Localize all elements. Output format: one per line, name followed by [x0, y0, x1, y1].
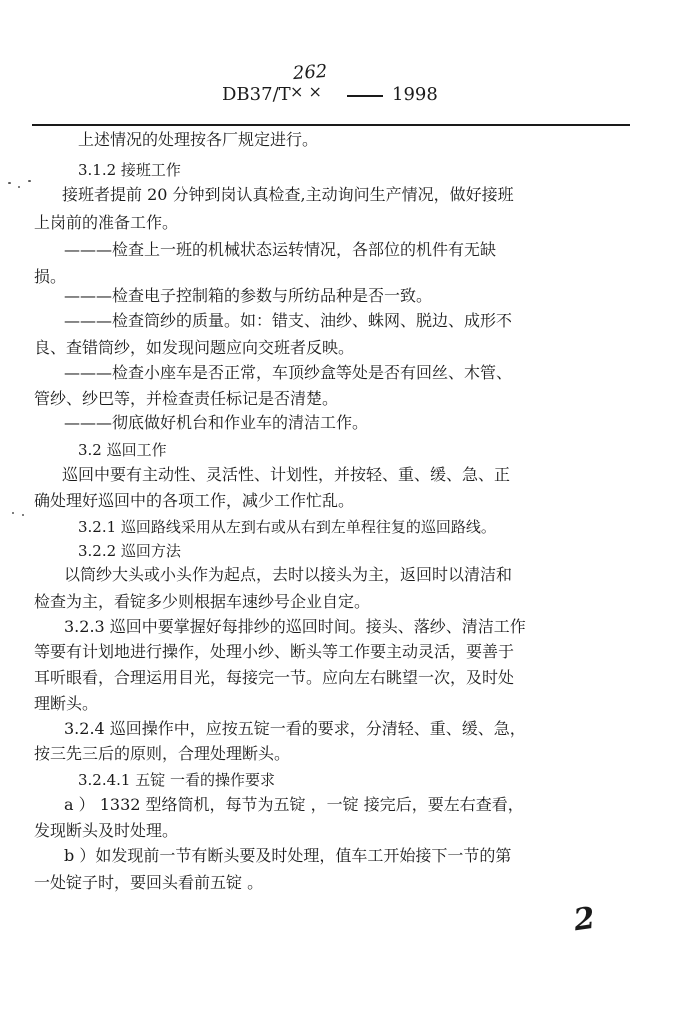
text-line: ———检查电子控制箱的参数与所纺品种是否一致。 [64, 286, 433, 305]
text-line: b ）如发现前一节有断头要及时处理，值车工开始接下一节的第 [64, 846, 512, 865]
section-heading: 3.2.2 巡回方法 [78, 542, 181, 560]
text-line: ———检查小座车是否正常，车顶纱盒等处是否有回丝、木管、 [64, 363, 513, 382]
text-line: 良、查错筒纱，如发现问题应向交班者反映。 [34, 338, 355, 357]
text-line: 检查为主，看锭多少则根据车速纱号企业自定。 [34, 592, 371, 611]
handwritten-page-mark: 2 [571, 900, 598, 939]
text-line: 发现断头及时处理。 [34, 821, 179, 840]
text-line: 按三先三后的原则，合理处理断头。 [34, 744, 291, 763]
scan-speck [12, 512, 14, 514]
scan-speck [28, 180, 31, 182]
text-line: 3.2.1 巡回路线采用从左到右或从右到左单程往复的巡回路线。 [78, 518, 496, 536]
text-line: 耳听眼看，合理运用目光，每接完一节。应向左右眺望一次，及时处 [34, 668, 515, 687]
section-heading: 3.2.4.1 五锭 一看的操作要求 [78, 771, 276, 789]
header-dash [347, 95, 383, 97]
standard-number-placeholder: × × [290, 82, 322, 101]
text-line: ———彻底做好机台和作业车的清洁工作。 [64, 413, 369, 432]
header-rule [32, 124, 630, 126]
scan-speck [18, 186, 20, 188]
text-line: 接班者提前 20 分钟到岗认真检查,主动询问生产情况，做好接班 [62, 185, 514, 204]
text-line: a ） 1332 型络筒机，每节为五锭 ，一锭 接完后，要左右查看， [64, 795, 524, 814]
text-line: ———检查筒纱的质量。如：错支、油纱、蛛网、脱边、成形不 [64, 311, 513, 330]
text-line: 3.2.3 巡回中要掌握好每排纱的巡回时间。接头、落纱、清洁工作 [64, 617, 526, 636]
page-header [0, 60, 681, 110]
text-line: 管纱、纱巴等，并检查责任标记是否清楚。 [34, 389, 339, 408]
text-line: 等要有计划地进行操作，处理小纱、断头等工作要主动灵活，要善于 [34, 642, 515, 661]
scan-speck [8, 182, 11, 184]
section-heading: 3.2 巡回工作 [78, 441, 167, 459]
text-line: ———检查上一班的机械状态运转情况，各部位的机件有无缺 [64, 240, 497, 259]
standard-code: DB37/T [222, 84, 291, 105]
standard-year: 1998 [392, 84, 438, 105]
text-line: 3.2.4 巡回操作中，应按五锭一看的要求，分清轻、重、缓、急， [64, 719, 526, 738]
handwritten-standard-number: 262 [292, 60, 329, 85]
text-line: 确处理好巡回中的各项工作，减少工作忙乱。 [34, 491, 355, 510]
section-heading: 3.1.2 接班工作 [78, 161, 181, 179]
text-line: 以筒纱大头或小头作为起点，去时以接头为主，返回时以清洁和 [64, 565, 513, 584]
text-line: 损。 [34, 267, 67, 286]
text-line: 理断头。 [34, 694, 99, 713]
text-line: 巡回中要有主动性、灵活性、计划性，并按轻、重、缓、急、正 [62, 465, 511, 484]
text-line: 上述情况的处理按各厂规定进行。 [78, 130, 319, 149]
scan-speck [22, 514, 24, 516]
text-line: 一处锭子时，要回头看前五锭 。 [34, 873, 264, 892]
text-line: 上岗前的准备工作。 [34, 213, 179, 232]
